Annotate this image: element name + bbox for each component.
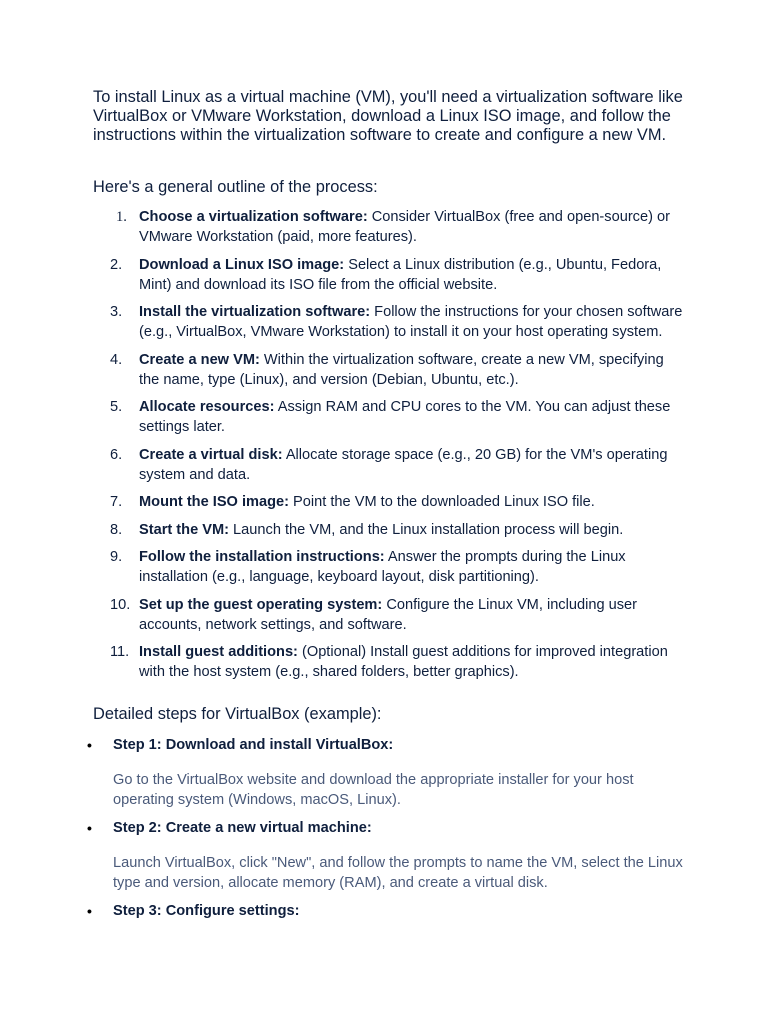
vb-step-title: Step 2: Create a new virtual machine: [113, 820, 372, 836]
step-title: Create a virtual disk: [139, 446, 283, 463]
step-number: 9. [110, 549, 123, 565]
list-item [86, 818, 686, 893]
list-item [110, 492, 685, 512]
step-title: Mount the ISO image: [139, 494, 289, 510]
step-title: Download a Linux ISO image: [139, 256, 345, 273]
step-number: 6. [110, 446, 123, 463]
bullet-icon: • [87, 820, 92, 836]
list-item [110, 520, 685, 540]
process-steps-list [110, 207, 685, 690]
step-title: Install guest additions: [139, 644, 298, 660]
step-text: Answer the prompts during the Linux installation (e.g., language, keyboard layout, disk partitioning). [139, 549, 626, 585]
step-number: 4. [110, 351, 123, 368]
step-number: 5. [110, 399, 123, 415]
list-item [86, 901, 686, 921]
list-item [110, 255, 685, 295]
list-item [86, 735, 686, 810]
step-text: Assign RAM and CPU cores to the VM. You can adjust these settings later. [139, 399, 671, 435]
step-text: Select a Linux distribution (e.g., Ubuntu, Fedora, Mint) and download its ISO file from the official website. [139, 256, 662, 293]
virtualbox-steps-list [86, 735, 686, 921]
list-item [110, 547, 685, 587]
step-number: 3. [110, 304, 123, 320]
step-text: (Optional) Install guest additions for improved integration with the host system (e.g., shared folders, better graphics). [139, 644, 668, 680]
step-title: Choose a virtualization software: [139, 209, 368, 225]
bullet-icon: • [87, 737, 92, 753]
step-text: Consider VirtualBox (free and open-source) or VMware Workstation (paid, more features). [139, 209, 670, 245]
step-number: 2. [110, 256, 123, 273]
step-text: Point the VM to the downloaded Linux ISO file. [289, 494, 595, 510]
step-title: Start the VM: [139, 521, 229, 538]
outline-heading: Here's a general outline of the process: [93, 178, 378, 196]
step-title: Install the virtualization software: [139, 304, 371, 320]
step-title: Create a new VM: [139, 351, 260, 368]
step-number: 8. [110, 521, 123, 538]
list-item [110, 207, 685, 247]
vb-step-description: Launch VirtualBox, click "New", and follow the prompts to name the VM, select the Linux type and version, allocate memory (RAM), and create a virtual disk. [113, 855, 683, 891]
step-text: Launch the VM, and the Linux installation process will begin. [229, 521, 624, 538]
step-title: Follow the installation instructions: [139, 549, 385, 565]
list-item [110, 302, 685, 342]
step-text: Configure the Linux VM, including user accounts, network settings, and software. [139, 596, 638, 633]
bullet-icon: • [87, 903, 92, 919]
vb-step-title: Step 3: Configure settings: [113, 903, 300, 919]
intro-paragraph: To install Linux as a virtual machine (VM), you'll need a virtualization software like VirtualBox or VMware Workstation, download a Linux ISO image, and follow the instructions within the virtualization software to create and configure a new VM. [93, 88, 683, 144]
step-text: Follow the instructions for your chosen software (e.g., VirtualBox, VMware Workstation) to install it on your host operating system. [139, 304, 683, 340]
step-number: 10. [110, 596, 131, 613]
vb-step-description: Go to the VirtualBox website and download the appropriate installer for your host operating system (Windows, macOS, Linux). [113, 772, 634, 808]
step-number: 7. [110, 494, 123, 510]
virtualbox-heading: Detailed steps for VirtualBox (example): [93, 705, 382, 723]
step-number: 1. [116, 209, 127, 225]
list-item [110, 595, 685, 635]
list-item [110, 642, 685, 682]
step-number: 11. [110, 644, 130, 660]
list-item [110, 445, 685, 485]
step-text: Within the virtualization software, create a new VM, specifying the name, type (Linux), and version (Debian, Ubuntu, etc.). [139, 351, 664, 388]
step-title: Allocate resources: [139, 399, 275, 415]
step-title: Set up the guest operating system: [139, 596, 383, 613]
vb-step-title: Step 1: Download and install VirtualBox: [113, 737, 394, 753]
list-item [110, 350, 685, 390]
list-item [110, 397, 685, 437]
step-text: Allocate storage space (e.g., 20 GB) for the VM's operating system and data. [139, 446, 668, 483]
